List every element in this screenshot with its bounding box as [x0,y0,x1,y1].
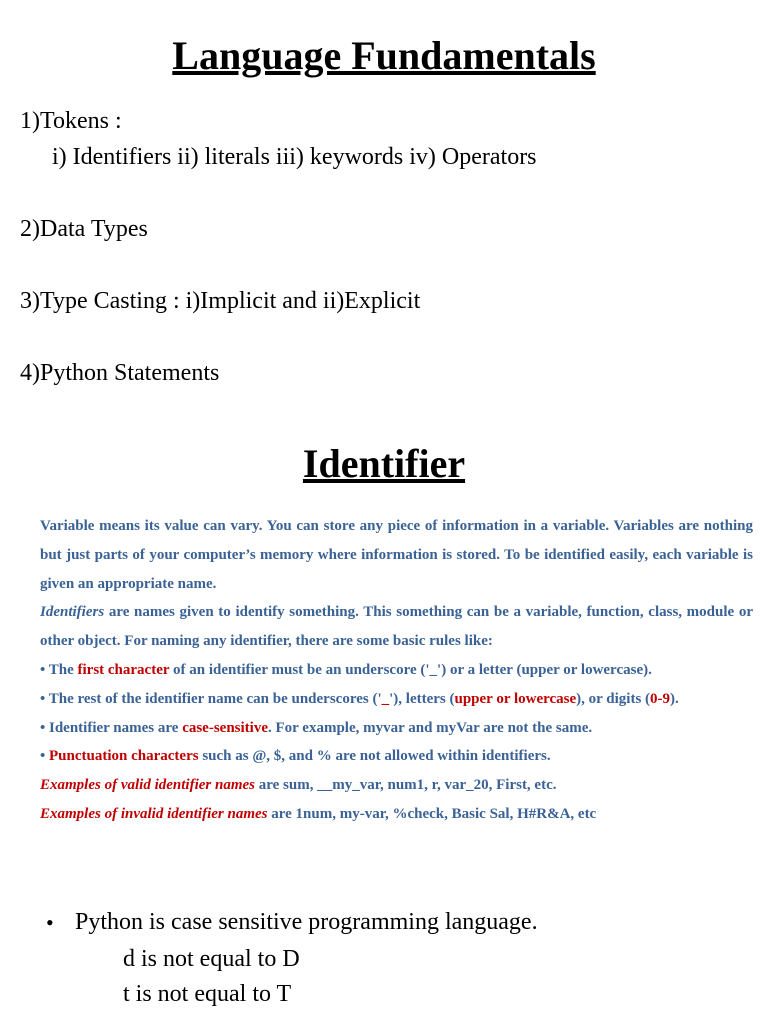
case-sensitive-statement: Python is case sensitive programming language. [75,909,538,935]
bullet-icon: • [46,910,54,935]
item-tokens-subtypes: i) Identifiers ii) literals iii) keywords iv) Operators [52,144,537,170]
identifier-description [40,512,753,829]
rule1-highlight: first character [77,661,170,678]
identifier-heading: Identifier [302,441,466,486]
rule1-text-a: • The [40,661,78,678]
rule2-text-c: ), or digits ( [576,690,651,707]
valid-examples [40,771,753,800]
rule2-text-d: ). [670,690,679,707]
invalid-examples-list: are 1num, my-var, %check, Basic Sal, H#R&A, etc [267,805,597,822]
rule2-text-a: • The rest of the identifier name can be underscores (' [40,690,382,707]
identifiers-term: Identifiers [40,604,105,621]
rule2-digits: 0-9 [650,690,671,707]
invalid-examples-label: Examples of invalid identifier names [40,805,268,822]
rule-case-sensitive [40,714,753,743]
identifiers-definition-text: are names given to identify something. This something can be a variable, function, class, module or other object. For naming any identifier, there are some basic rules like: [40,604,753,650]
rule3-text-b: . For example, myvar and myVar are not the same. [268,719,593,736]
item-data-types: 2)Data Types [20,216,148,242]
rule2-case: upper or lowercase [454,690,577,707]
rule2-text-b: '), letters ( [389,690,455,707]
rule1-text-b: of an identifier must be an underscore ('_') or a letter (upper or lowercase). [169,661,652,678]
case-example-t: t is not equal to T [123,981,292,1007]
case-example-d: d is not equal to D [123,946,300,972]
invalid-examples [40,800,753,829]
rule4-highlight: Punctuation characters [49,748,199,765]
item-type-casting: 3)Type Casting : i)Implicit and ii)Explicit [20,288,421,314]
item-tokens: 1)Tokens : [20,108,122,134]
valid-examples-label: Examples of valid identifier names [40,777,255,794]
valid-examples-list: are sum, __my_var, num1, r, var_20, First, etc. [255,777,557,794]
rule3-text-a: • Identifier names are [40,719,183,736]
rule3-highlight: case-sensitive [182,719,268,736]
variable-intro: Variable means its value can vary. You can store any piece of information in a variable. Variables are nothing but just parts of your computer’s memory where information is stored. To be identified easily, each variable is given an appropriate name. [40,518,753,592]
item-python-statements: 4)Python Statements [20,360,220,386]
rule-first-character [40,656,753,685]
rule4-text-a: • [40,748,50,765]
rule-punctuation [40,742,753,771]
identifiers-definition [40,598,753,656]
rule4-text-b: such as @, $, and % are not allowed within identifiers. [198,748,551,765]
rule-rest-characters [40,685,753,714]
rule2-underscore: _ [381,690,390,707]
page-title: Language Fundamentals [172,33,596,78]
